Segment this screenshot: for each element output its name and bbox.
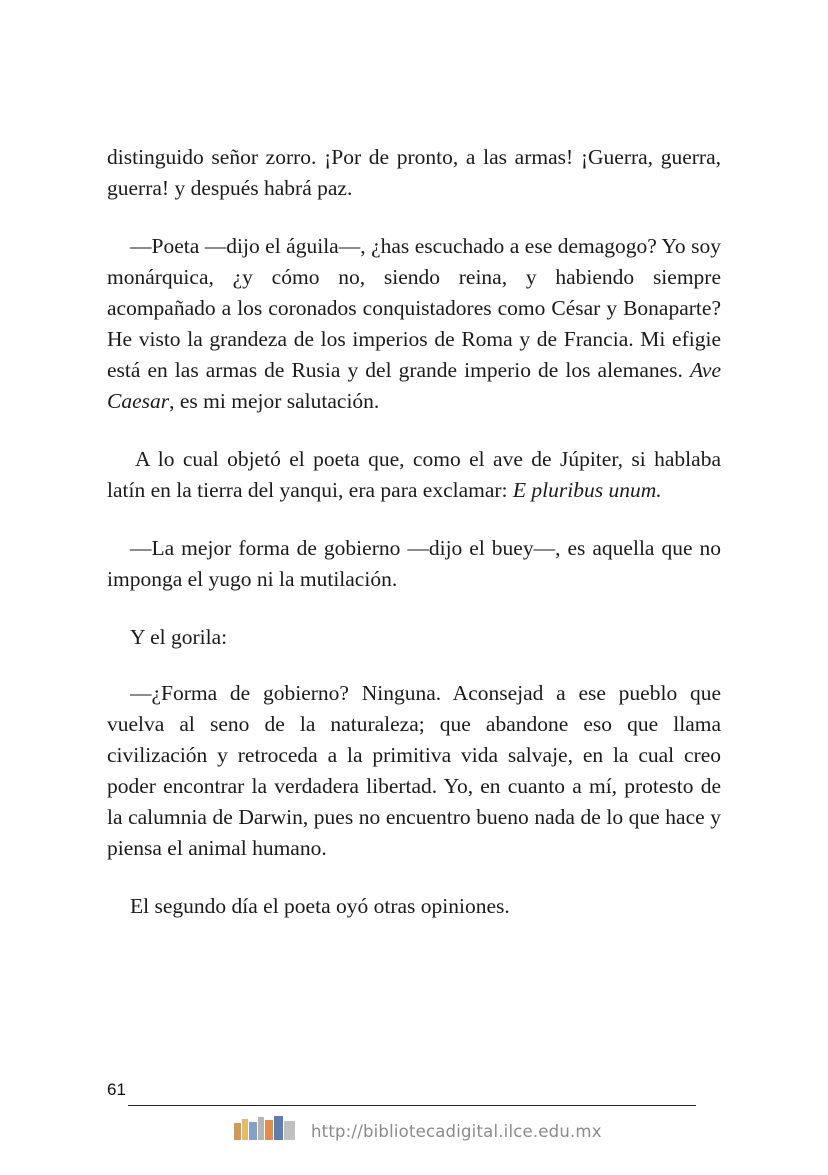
footer-divider bbox=[128, 1105, 696, 1106]
paragraph-gorilla: —¿Forma de gobierno? Ninguna. Aconsejad a ese pueblo que vuelva al seno de la naturaleza; que abandone eso que llama civilización y retroceda a la primitiva vida salvaje, en la cual creo poder encontrar la verdadera libertad. Yo, en cuanto a mí, protesto de la calumnia de Darwin, pues no encuentro bueno nada de lo que hace y piensa el animal humano. bbox=[107, 681, 721, 860]
footer-url[interactable]: http://bibliotecadigital.ilce.edu.mx bbox=[311, 1122, 602, 1141]
page-number: 61 bbox=[107, 1080, 126, 1099]
poet-objection-text: A lo cual objetó el poeta que, como el ave de Júpiter, si hablaba latín en la tierra del yanqui, era para exclamar: bbox=[107, 447, 721, 502]
eagle-text: —Poeta —dijo el águila—, ¿has escuchado a ese demagogo? Yo soy monárquica, ¿y cómo no, siendo reina, y habiendo siempre acompañado a los coronados conquistadores como César y Bonaparte? He visto la grandeza de los imperios de Roma y de Francia. Mi efigie está en las armas de Rusia y del grande imperio de los alemanes. bbox=[107, 234, 721, 382]
italic-ave-caesar: Ave Caesar bbox=[107, 358, 721, 413]
books-logo-icon bbox=[233, 1114, 297, 1140]
paragraph-second-day: El segundo día el poeta oyó otras opiniones. bbox=[130, 894, 510, 918]
body-text bbox=[107, 142, 721, 949]
paragraph-eagle bbox=[107, 231, 721, 417]
italic-e-pluribus-unum: E pluribus unum. bbox=[512, 478, 662, 502]
paragraph-poet-objection bbox=[107, 444, 721, 506]
paragraph-fox-ending: distinguido señor zorro. ¡Por de pronto, a las armas! ¡Guerra, guerra, guerra! y después habrá paz. bbox=[107, 145, 721, 200]
paragraph-ox: —La mejor forma de gobierno —dijo el buey—, es aquella que no imponga el yugo ni la mutilación. bbox=[107, 536, 721, 591]
paragraph-gorilla-intro: Y el gorila: bbox=[130, 625, 228, 649]
eagle-text-end: , es mi mejor salutación. bbox=[169, 389, 380, 413]
